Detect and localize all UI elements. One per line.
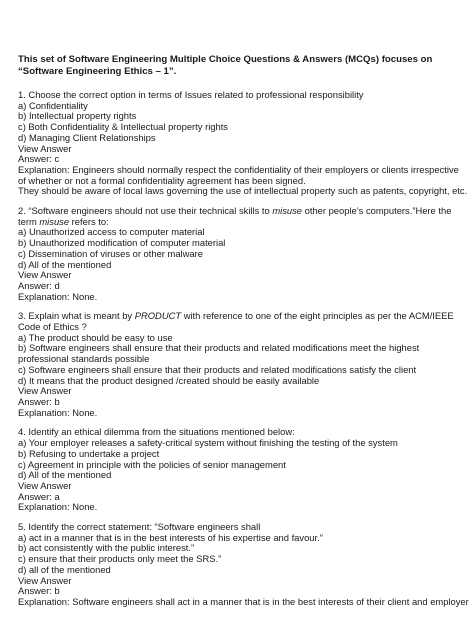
explanation: of whether or not a formal confidentiality agreement has been signed.: [18, 174, 306, 186]
explanation: They should be aware of local laws governing the use of intellectual property such as patents, copyright, etc.: [18, 185, 468, 197]
question-block: [18, 522, 470, 608]
option: a) Confidentiality: [18, 99, 88, 111]
question-block: [18, 427, 470, 513]
question-block: [18, 206, 470, 302]
option: professional standards possible: [18, 353, 150, 365]
option: c) Software engineers shall ensure that their products and related modifications satisfy the client: [18, 363, 417, 375]
option: d) All of the mentioned: [18, 469, 112, 481]
explanation: Explanation: Software engineers shall act in a manner that is in the best interests of their client and employer: [18, 595, 469, 607]
option: d) all of the mentioned: [18, 563, 111, 575]
option: b) Software engineers shall ensure that their products and related modifications meet the highest: [18, 342, 420, 354]
option: b) Intellectual property rights: [18, 110, 137, 122]
explanation: Explanation: None.: [18, 406, 98, 418]
option: c) ensure that their products only meet the SRS.”: [18, 553, 222, 565]
view-answer-link[interactable]: View Answer: [18, 385, 72, 397]
question-text: 3. Explain what is meant by PRODUCT with reference to one of the eight principles as per the ACM/IEEE: [18, 310, 454, 322]
option: a) The product should be easy to use: [18, 331, 173, 343]
heading-line: “Software Engineering Ethics – 1”.: [18, 65, 177, 77]
option: d) Managing Client Relationships: [18, 131, 156, 143]
view-answer-link[interactable]: View Answer: [18, 479, 72, 491]
option: b) Unauthorized modification of computer material: [18, 237, 226, 249]
document-heading: [18, 54, 470, 77]
answer: Answer: c: [18, 153, 60, 165]
option: a) act in a manner that is in the best interests of his expertise and favour.”: [18, 531, 323, 543]
question-block: [18, 311, 470, 418]
option: c) Both Confidentiality & Intellectual property rights: [18, 121, 228, 133]
answer: Answer: a: [18, 490, 60, 502]
question-text: 1. Choose the correct option in terms of Issues related to professional responsibility: [18, 89, 364, 100]
option: b) act consistently with the public interest.”: [18, 542, 195, 554]
question-text: 5. Identify the correct statement: “Software engineers shall: [18, 521, 261, 533]
view-answer-link[interactable]: View Answer: [18, 142, 72, 154]
question-block: [18, 90, 470, 197]
answer: Answer: b: [18, 395, 60, 407]
explanation: Explanation: Engineers should normally respect the confidentiality of their employers or clients irrespective: [18, 163, 459, 175]
answer: Answer: b: [18, 585, 60, 597]
option: d) All of the mentioned: [18, 258, 112, 270]
option: b) Refusing to undertake a project: [18, 447, 160, 459]
option: a) Your employer releases a safety-critical system without finishing the testing of the system: [18, 437, 398, 449]
document-page: [18, 54, 470, 617]
option: c) Agreement in principle with the policies of senior management: [18, 458, 286, 470]
option: d) It means that the product designed /created should be easily available: [18, 374, 320, 386]
question-text: Code of Ethics ?: [18, 321, 87, 333]
question-text: 2. “Software engineers should not use their technical skills to misuse other people’s computers.”Here the: [18, 205, 452, 217]
explanation: Explanation: None.: [18, 290, 98, 302]
view-answer-link[interactable]: View Answer: [18, 269, 72, 281]
view-answer-link[interactable]: View Answer: [18, 574, 72, 586]
option: c) Dissemination of viruses or other malware: [18, 247, 203, 259]
explanation: Explanation: None.: [18, 501, 98, 513]
answer: Answer: d: [18, 279, 60, 291]
option: a) Unauthorized access to computer material: [18, 226, 205, 238]
question-text: 4. Identify an ethical dilemma from the situations mentioned below:: [18, 426, 295, 438]
heading-line: This set of Software Engineering Multiple Choice Questions & Answers (MCQs) focuses on: [18, 54, 433, 65]
question-text: term misuse refers to:: [18, 215, 109, 227]
